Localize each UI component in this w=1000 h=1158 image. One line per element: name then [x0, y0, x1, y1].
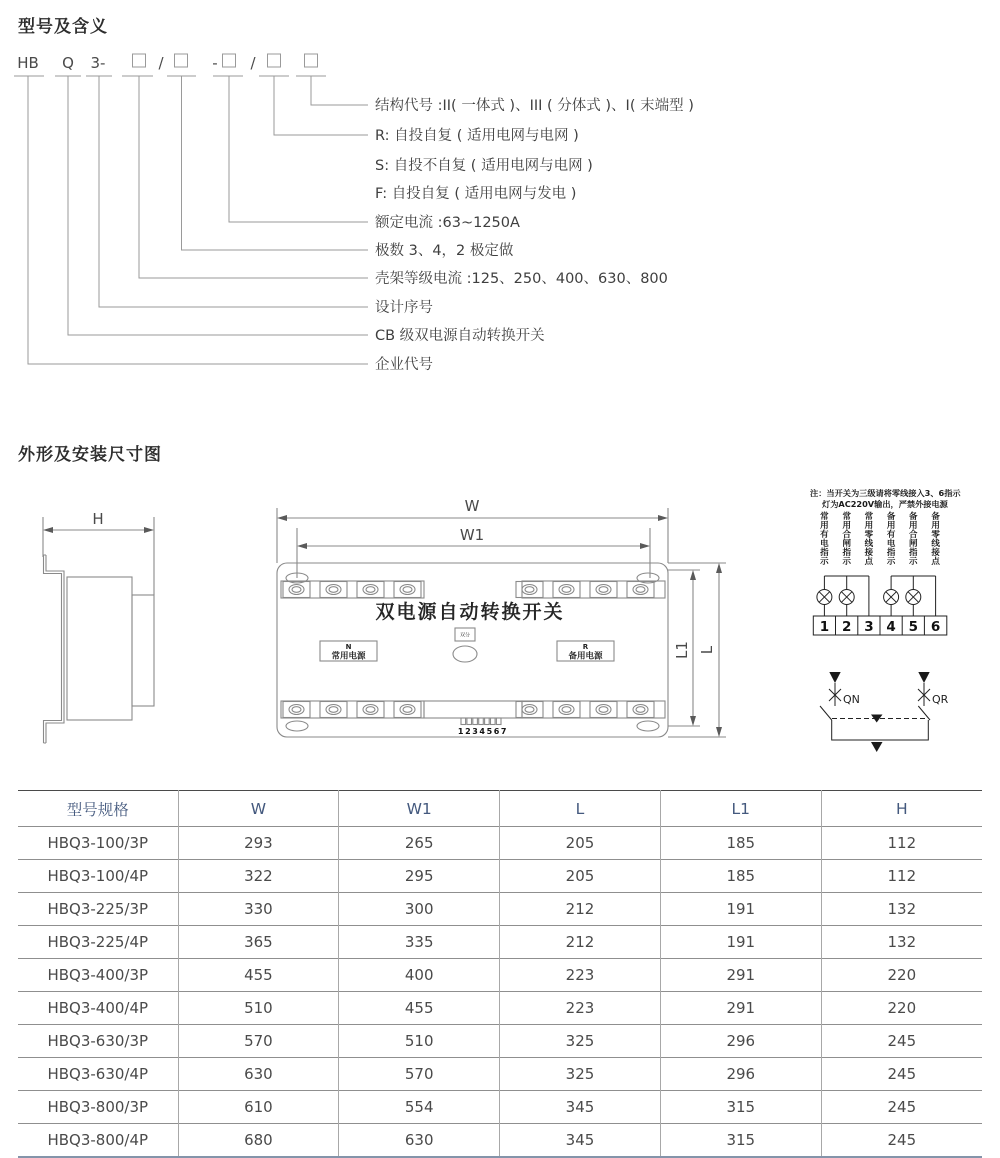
- normal-power-code: N: [345, 643, 352, 651]
- model-token-design: 3-: [90, 54, 106, 72]
- side-protrusion-outline: [132, 595, 154, 706]
- l1-arrowhead-top: [690, 570, 696, 580]
- model-label-frame-current: 壳架等级电流 :125、250、400、630、800: [375, 271, 668, 287]
- model-token-slash1: /: [158, 54, 164, 72]
- dimension-cell: 291: [660, 992, 821, 1025]
- note-line2: 灯为AC220V输出，严禁外接电源: [822, 499, 948, 509]
- terminal-screw: [516, 702, 543, 718]
- dimension-cell: 630: [178, 1058, 339, 1091]
- dimension-cell: 322: [178, 860, 339, 893]
- screw-head-icon: [562, 587, 571, 593]
- normal-power-label: 常用电源: [331, 651, 366, 662]
- qr-supply-arrow: [918, 672, 929, 683]
- l-arrowhead-bottom: [716, 727, 722, 737]
- table-row: [18, 1058, 982, 1091]
- dimension-cell: 212: [500, 893, 661, 926]
- indicator-lamp-icon: [884, 590, 899, 605]
- dimension-cell: 205: [500, 827, 661, 860]
- w1-arrowhead-right: [640, 543, 650, 549]
- screw-head-icon: [400, 705, 415, 715]
- model-box-frame-current: [133, 54, 146, 67]
- wiring-column-label: 常用合闸指示: [842, 512, 851, 567]
- dimension-cell: 132: [821, 893, 982, 926]
- terminal-number: 5: [908, 619, 919, 635]
- qn-breaker-icon: [829, 683, 841, 706]
- dimension-section-title: 外形及安装尺寸图: [18, 445, 162, 465]
- model-box-poles: [175, 54, 188, 67]
- qr-switch-blade: [918, 706, 930, 720]
- screw-head-icon: [599, 707, 608, 713]
- header-w1: W1: [339, 791, 500, 827]
- table-row: [18, 1025, 982, 1058]
- connector-pin: [479, 718, 484, 725]
- qn-supply-arrow: [829, 672, 840, 683]
- dimension-cell: 400: [339, 959, 500, 992]
- terminal-screw: [320, 582, 347, 598]
- model-cell: HBQ3-630/4P: [47, 1065, 149, 1083]
- table-body: [18, 827, 982, 1158]
- model-label-company: 企业代号: [375, 357, 433, 373]
- table-row: [18, 860, 982, 893]
- terminal-screw: [283, 582, 310, 598]
- wiring-bus-lines: [824, 576, 935, 616]
- changeover-schematic: [820, 672, 949, 752]
- dimension-cell: 291: [660, 959, 821, 992]
- dimension-cell: 315: [660, 1124, 821, 1158]
- terminal-number: 4: [886, 619, 896, 635]
- w1-arrowhead-left: [297, 543, 307, 549]
- screw-head-icon: [366, 587, 375, 593]
- pin-numbers-label: 1234567: [457, 727, 509, 736]
- screw-head-icon: [633, 585, 648, 595]
- model-token-slash2: /: [250, 54, 256, 72]
- screw-head-icon: [636, 707, 645, 713]
- dimension-cell: 191: [660, 893, 821, 926]
- indicator-lamp-icon: [906, 590, 921, 605]
- device-title: 双电源自动转换开关: [375, 601, 565, 623]
- terminal-screw: [320, 702, 347, 718]
- dimension-cell: 293: [178, 827, 339, 860]
- dimension-cell: 345: [500, 1124, 661, 1158]
- dimension-spec-table: [18, 790, 982, 1158]
- load-output-arrow: [871, 742, 883, 752]
- connector-pin: [485, 718, 490, 725]
- screw-head-icon: [596, 585, 611, 595]
- model-label-r: R: 自投自复 ( 适用电网与电网 ): [375, 128, 579, 144]
- side-view-drawing: [43, 510, 154, 743]
- dimension-cell: 610: [178, 1091, 339, 1124]
- dimension-cell: 212: [500, 926, 661, 959]
- connector-pins: [461, 718, 501, 725]
- screw-head-icon: [525, 707, 534, 713]
- w-dim-label: W: [464, 497, 480, 515]
- wiring-column-label: 备用合闸指示: [909, 512, 918, 567]
- dimension-cell: 325: [500, 1058, 661, 1091]
- terminal-screw: [357, 702, 384, 718]
- l-arrowhead-top: [716, 563, 722, 573]
- wiring-note-inset: [810, 488, 961, 635]
- model-token-dash: -: [212, 54, 218, 72]
- l1-arrowhead-bottom: [690, 716, 696, 726]
- model-label-cb-class: CB 级双电源自动转换开关: [375, 328, 545, 344]
- screw-head-icon: [525, 587, 534, 593]
- terminal-number: 2: [841, 619, 852, 635]
- dimension-cell: 554: [339, 1091, 500, 1124]
- screw-head-icon: [596, 705, 611, 715]
- model-label-poles: 极数 3、4，2 极定做: [375, 243, 514, 259]
- model-cell: HBQ3-400/4P: [47, 999, 149, 1017]
- qr-label: QR: [932, 693, 949, 706]
- h-arrowhead-left: [43, 527, 53, 533]
- h-extension-lines: [43, 517, 154, 595]
- header-h: H: [821, 791, 982, 827]
- screw-head-icon: [292, 587, 301, 593]
- header-l1: L1: [660, 791, 821, 827]
- terminal-screw: [627, 702, 654, 718]
- dimension-cell: 245: [821, 1124, 982, 1158]
- screw-head-icon: [636, 587, 645, 593]
- dimension-cell: 245: [821, 1058, 982, 1091]
- terminal-strip-bottom-center: [424, 701, 522, 718]
- dimension-cell: 245: [821, 1091, 982, 1124]
- screw-head-icon: [329, 707, 338, 713]
- mounting-slot-bottom-right: [637, 721, 659, 731]
- terminal-screw: [357, 582, 384, 598]
- header-model-spec: 型号规格: [66, 800, 129, 819]
- wiring-column-label: 常用零线接点: [864, 512, 874, 567]
- note-line1: 注：当开关为三级请将零线接入3、6指示: [810, 488, 961, 498]
- model-designation-diagram: [14, 54, 694, 373]
- screw-head-icon: [559, 705, 574, 715]
- dimension-cell: 680: [178, 1124, 339, 1158]
- screw-head-icon: [326, 585, 341, 595]
- w1-dim-label: W1: [459, 526, 485, 544]
- screw-head-icon: [633, 705, 648, 715]
- header-l: L: [500, 791, 661, 827]
- terminal-screw: [394, 702, 421, 718]
- dimension-cell: 112: [821, 860, 982, 893]
- h-arrowhead-right: [144, 527, 154, 533]
- dimension-cell: 296: [660, 1058, 821, 1091]
- dimension-cell: 265: [339, 827, 500, 860]
- screw-head-icon: [599, 587, 608, 593]
- model-label-structure: 结构代号 :II( 一体式 )、III ( 分体式 )、I( 末端型 ): [375, 98, 694, 114]
- screw-head-icon: [562, 707, 571, 713]
- dimension-cell: 191: [660, 926, 821, 959]
- dimension-cell: 325: [500, 1025, 661, 1058]
- model-connector-lines: [28, 76, 368, 364]
- dimension-cell: 510: [339, 1025, 500, 1058]
- connector-pin: [461, 718, 466, 725]
- model-cell: HBQ3-100/3P: [47, 834, 149, 852]
- table-header-row: [18, 791, 982, 827]
- screw-head-icon: [329, 587, 338, 593]
- terminal-screw: [394, 582, 421, 598]
- qn-label: QN: [843, 693, 860, 706]
- model-cell: HBQ3-225/4P: [47, 933, 149, 951]
- dimension-cell: 223: [500, 959, 661, 992]
- front-view-drawing: [277, 497, 726, 737]
- indicator-lamp-icon: [817, 590, 832, 605]
- terminal-screw: [553, 702, 580, 718]
- model-label-rated-current: 额定电流 :63~1250A: [375, 215, 520, 231]
- qr-breaker-icon: [918, 683, 930, 706]
- wiring-column-label: 备用零线接点: [931, 512, 940, 567]
- mounting-bracket-profile: [44, 555, 65, 743]
- model-label-f: F: 自投自复 ( 适用电网与发电 ): [375, 186, 577, 202]
- terminal-screw: [283, 702, 310, 718]
- dimension-cell: 630: [339, 1124, 500, 1158]
- l1-dim-label: L1: [673, 641, 691, 659]
- l-dim-label: L: [698, 645, 716, 655]
- model-box-rated-current: [223, 54, 236, 67]
- indicator-lamp-icon: [839, 590, 854, 605]
- model-box-function: [268, 54, 281, 67]
- indicator-window-label: 双分: [459, 632, 471, 639]
- model-cell: HBQ3-225/3P: [47, 900, 149, 918]
- dimension-cell: 570: [178, 1025, 339, 1058]
- dimension-cell: 330: [178, 893, 339, 926]
- dimension-cell: 315: [660, 1091, 821, 1124]
- table-row: [18, 893, 982, 926]
- dimension-cell: 296: [660, 1025, 821, 1058]
- dimension-cell: 185: [660, 860, 821, 893]
- backup-power-code: R: [582, 643, 589, 651]
- table-row: [18, 1091, 982, 1124]
- dimension-cell: 132: [821, 926, 982, 959]
- dimension-cell: 185: [660, 827, 821, 860]
- dimension-cell: 455: [339, 992, 500, 1025]
- dimension-cell: 245: [821, 1025, 982, 1058]
- side-body-outline: [67, 577, 132, 720]
- terminal-screw: [516, 582, 543, 598]
- connector-pin: [496, 718, 501, 725]
- screw-head-icon: [559, 585, 574, 595]
- table-row: [18, 827, 982, 860]
- qn-switch-blade: [820, 706, 832, 720]
- dimension-cell: 345: [500, 1091, 661, 1124]
- model-box-structure: [305, 54, 318, 67]
- table-row: [18, 992, 982, 1025]
- model-cell: HBQ3-100/4P: [47, 867, 149, 885]
- table-header: [18, 791, 982, 827]
- screw-head-icon: [292, 707, 301, 713]
- dimension-cell: 510: [178, 992, 339, 1025]
- screw-head-icon: [400, 585, 415, 595]
- model-cell: HBQ3-630/3P: [47, 1032, 149, 1050]
- wiring-column-label: 常用有电指示: [820, 512, 829, 567]
- model-label-s: S: 自投不自复 ( 适用电网与电网 ): [375, 158, 593, 174]
- screw-head-icon: [403, 707, 412, 713]
- dimension-cell: 220: [821, 959, 982, 992]
- header-w: W: [178, 791, 339, 827]
- screw-head-icon: [522, 585, 537, 595]
- model-label-design-serial: 设计序号: [375, 300, 433, 316]
- table-row: [18, 926, 982, 959]
- dimension-cell: 205: [500, 860, 661, 893]
- model-token-type: Q: [62, 54, 74, 72]
- backup-power-label: 备用电源: [568, 651, 603, 662]
- dimension-cell: 223: [500, 992, 661, 1025]
- dimension-cell: 570: [339, 1058, 500, 1091]
- connector-pin: [473, 718, 478, 725]
- output-bus: [832, 720, 929, 740]
- dimension-cell: 455: [178, 959, 339, 992]
- screw-head-icon: [289, 705, 304, 715]
- dimension-cell: 300: [339, 893, 500, 926]
- dimension-cell: 220: [821, 992, 982, 1025]
- table-row: [18, 1124, 982, 1158]
- dimension-cell: 335: [339, 926, 500, 959]
- w-arrowhead-right: [658, 515, 668, 521]
- dimension-cell: 365: [178, 926, 339, 959]
- h-dim-label: H: [92, 510, 104, 528]
- wiring-column-label: 备用有电指示: [886, 512, 896, 567]
- table-row: [18, 959, 982, 992]
- screw-head-icon: [522, 705, 537, 715]
- dimension-cell: 295: [339, 860, 500, 893]
- model-cell: HBQ3-400/3P: [47, 966, 149, 984]
- device-body-outline: [277, 563, 668, 737]
- connector-pin: [467, 718, 472, 725]
- terminal-screw: [627, 582, 654, 598]
- screw-head-icon: [289, 585, 304, 595]
- screw-head-icon: [326, 705, 341, 715]
- manual-handle-hole: [453, 646, 477, 662]
- screw-head-icon: [363, 705, 378, 715]
- mounting-slot-bottom-left: [286, 721, 308, 731]
- connector-pin: [491, 718, 496, 725]
- model-cell: HBQ3-800/3P: [47, 1098, 149, 1116]
- model-token-company: HB: [17, 54, 39, 72]
- terminal-number: 1: [819, 619, 830, 635]
- terminal-number: 6: [930, 619, 941, 635]
- terminal-screw: [590, 582, 617, 598]
- terminal-number: 3: [864, 619, 874, 635]
- screw-head-icon: [363, 585, 378, 595]
- terminal-screw: [553, 582, 580, 598]
- terminal-screw: [590, 702, 617, 718]
- w-arrowhead-left: [277, 515, 287, 521]
- screw-head-icon: [366, 707, 375, 713]
- model-cell: HBQ3-800/4P: [47, 1131, 149, 1149]
- dimension-cell: 112: [821, 827, 982, 860]
- model-section-title: 型号及含义: [18, 17, 108, 37]
- screw-head-icon: [403, 587, 412, 593]
